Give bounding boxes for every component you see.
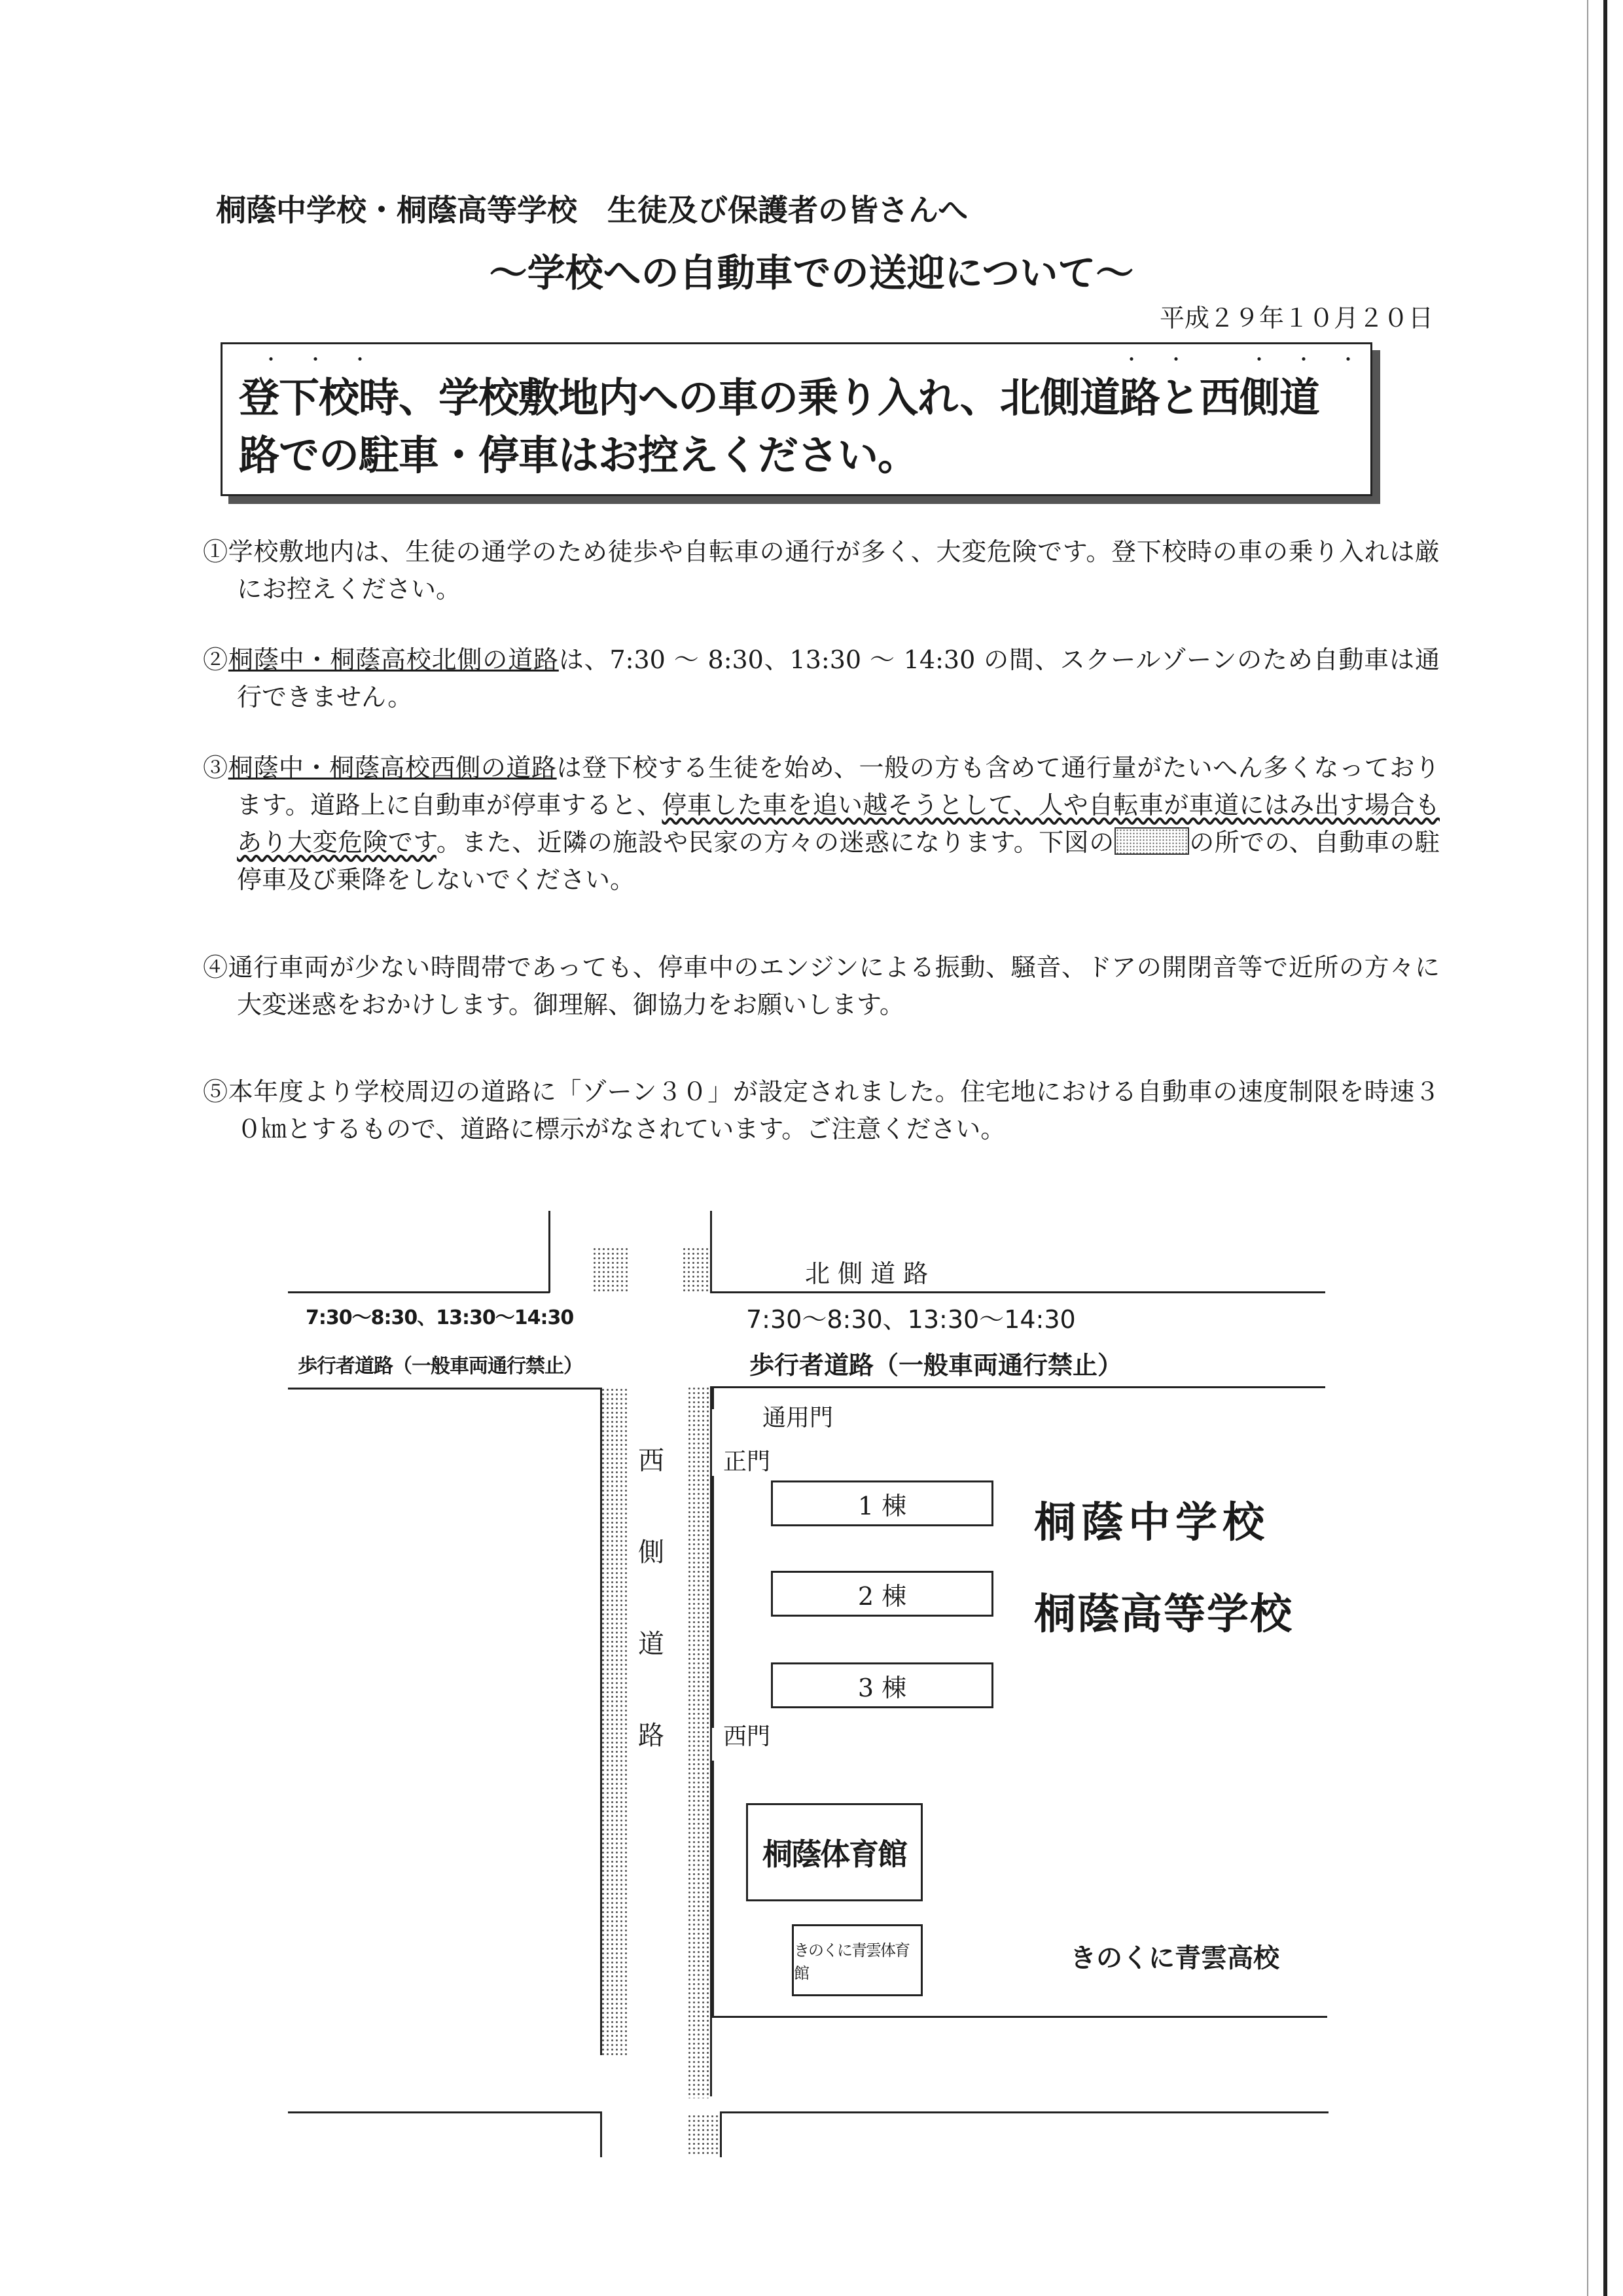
addressee-heading: 桐蔭中学校・桐蔭高等学校 生徒及び保護者の皆さんへ bbox=[216, 192, 969, 228]
school-name-junior-high: 桐蔭中学校 bbox=[1034, 1499, 1270, 1547]
road-edge bbox=[288, 2111, 601, 2113]
west-road-char-3: 道 bbox=[638, 1629, 664, 1659]
emphasis-dots-3: ・・・ bbox=[1250, 349, 1384, 370]
no-parking-area bbox=[682, 1247, 708, 1293]
item-2-number: ② bbox=[203, 645, 228, 674]
no-parking-area bbox=[601, 1388, 628, 2055]
boundary-edge bbox=[712, 2016, 1327, 2018]
school-name-high-school: 桐蔭高等学校 bbox=[1034, 1590, 1293, 1639]
road-edge bbox=[600, 2111, 602, 2157]
item-3 bbox=[203, 749, 1440, 899]
item-1 bbox=[203, 533, 1440, 608]
service-gate-label: 通用門 bbox=[762, 1405, 834, 1431]
kinokuni-gymnasium: きのくに青雲体育館 bbox=[792, 1924, 923, 1996]
emphasis-dots-2: ・・ bbox=[1122, 349, 1212, 370]
road-edge bbox=[288, 1388, 601, 1390]
hatched-area-legend bbox=[1115, 827, 1189, 855]
west-road-phrase: 桐蔭中・桐蔭高校西側の道路 bbox=[228, 753, 557, 782]
item-3-text-c: の所での、自動車の駐停車及び乗降をしないでください。 bbox=[237, 828, 1440, 894]
building-1: 1 棟 bbox=[771, 1480, 993, 1526]
west-road-char-4: 路 bbox=[638, 1721, 664, 1751]
boundary-edge bbox=[712, 1386, 714, 1409]
toin-gymnasium: 桐蔭体育館 bbox=[746, 1803, 923, 1901]
no-parking-area bbox=[687, 2114, 720, 2157]
notice-line-1: 登下校時、学校敷地内への車の乗り入れ、北側道路と西側道 bbox=[239, 374, 1319, 422]
road-edge bbox=[548, 1211, 550, 1293]
item-2-text: は、7:30 ～ 8:30、13:30 ～ 14:30 の間、スクールゾーンのため自動車は通行できません。 bbox=[237, 645, 1440, 711]
north-road-hours-left: 7:30～8:30、13:30～14:30 bbox=[306, 1306, 574, 1329]
item-2 bbox=[203, 641, 1440, 716]
west-gate-label: 西門 bbox=[723, 1723, 771, 1750]
road-edge bbox=[710, 1386, 1325, 1388]
boundary-edge bbox=[712, 1476, 714, 1728]
item-5-text: ⑤本年度より学校周辺の道路に「ゾーン３０」が設定されました。住宅地における自動車の速度制限を時速３０㎞とするもので、道路に標示がなされています。ご注意ください。 bbox=[203, 1077, 1440, 1143]
west-road-char-2: 側 bbox=[638, 1537, 664, 1568]
item-3-number: ③ bbox=[203, 753, 228, 782]
boundary-edge bbox=[712, 1761, 714, 2016]
road-edge bbox=[720, 2111, 1329, 2113]
item-3-text-a: は登下校する生徒を始め、一般の方も含めて通行量がたいへん多くなっております。道路上に自動車が停車すると、 bbox=[237, 753, 1440, 819]
road-edge bbox=[288, 1291, 550, 1293]
road-edge bbox=[710, 1291, 1325, 1293]
item-5 bbox=[203, 1073, 1440, 1148]
north-road-phrase: 桐蔭中・桐蔭高校北側の道路 bbox=[228, 645, 559, 674]
document-title: ～学校への自動車での送迎について～ bbox=[489, 251, 1134, 295]
page-edge bbox=[1603, 0, 1607, 2296]
no-parking-area bbox=[687, 1386, 710, 2098]
no-parking-area bbox=[592, 1247, 628, 1293]
pedestrian-road-label-left: 歩行者道路（一般車両通行禁止） bbox=[298, 1355, 582, 1378]
notice-line-2: 路での駐車・停車はお控えください。 bbox=[239, 431, 918, 479]
pedestrian-road-label: 歩行者道路（一般車両通行禁止） bbox=[749, 1351, 1123, 1380]
notice-text bbox=[239, 369, 1364, 484]
north-road-label: 北 側 道 路 bbox=[805, 1259, 929, 1288]
main-gate-label: 正門 bbox=[723, 1448, 771, 1475]
item-4 bbox=[203, 949, 1440, 1024]
document-date: 平成２９年１０月２０日 bbox=[1159, 304, 1433, 332]
notice-box bbox=[221, 342, 1384, 496]
building-3: 3 棟 bbox=[771, 1662, 993, 1708]
kinokuni-school-label: きのくに青雲高校 bbox=[1070, 1943, 1279, 1973]
item-1-text: ①学校敷地内は、生徒の通学のため徒歩や自転車の通行が多く、大変危険です。登下校時の車の乗り入れは厳にお控えください。 bbox=[203, 537, 1440, 603]
page-edge-shadow bbox=[1587, 0, 1588, 2296]
road-edge bbox=[710, 1211, 712, 1293]
building-2: 2 棟 bbox=[771, 1571, 993, 1617]
emphasis-dots-1: ・・・ bbox=[262, 349, 396, 370]
north-road-hours: 7:30～8:30、13:30～14:30 bbox=[746, 1305, 1076, 1334]
item-4-text: ④通行車両が少ない時間帯であっても、停車中のエンジンによる振動、騒音、ドアの開閉音等で近所の方々に大変迷惑をおかけします。御理解、御協力をお願いします。 bbox=[203, 953, 1440, 1019]
item-3-text-b: 。また、近隣の施設や民家の方々の迷惑になります。下図の bbox=[436, 828, 1115, 857]
road-edge bbox=[720, 2111, 722, 2157]
danger-phrase: 停車した車を追い越そうとして、人や自転車が車道にはみ出す場合もあり大変危険です bbox=[237, 791, 1440, 857]
west-road-char-1: 西 bbox=[638, 1446, 664, 1476]
